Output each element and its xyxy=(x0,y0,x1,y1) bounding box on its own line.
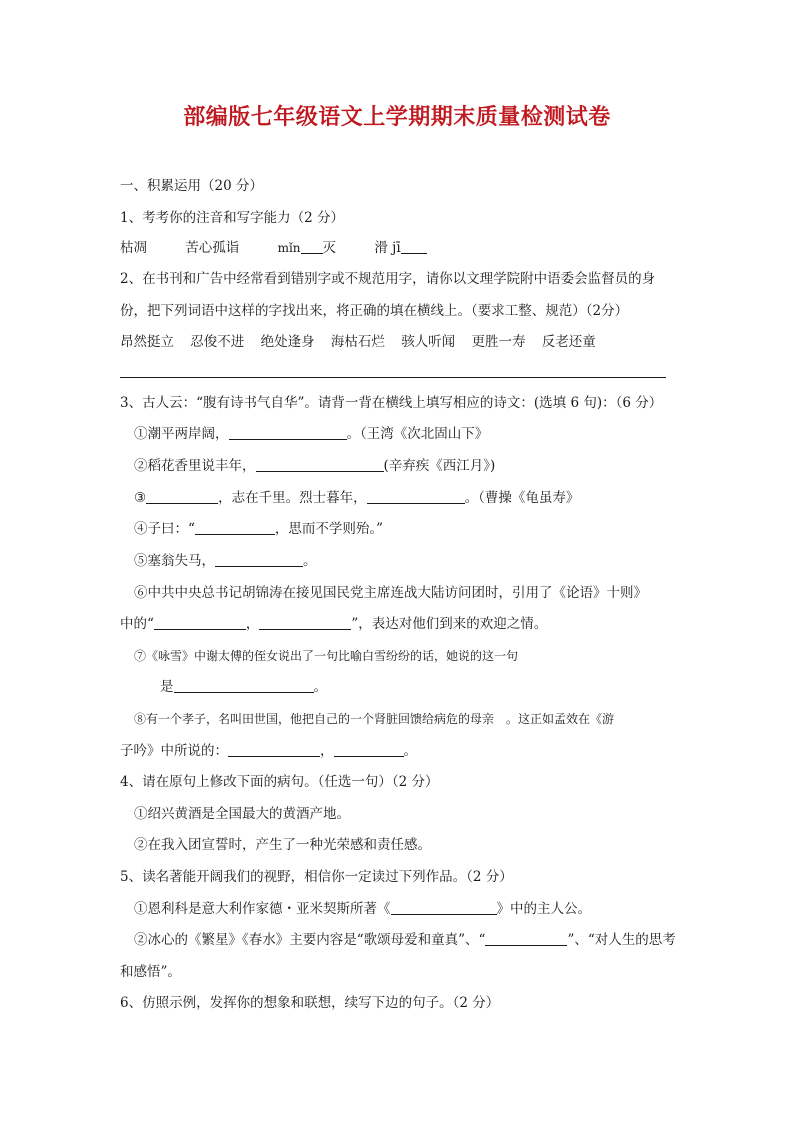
q3-text: ②稻花香里说丰年， xyxy=(134,458,256,474)
q3-sentence-6: ⑥中共中央总书记胡锦涛在接见国民党主席连战大陆访问团时，引用了《论语》十则》 xyxy=(134,585,647,601)
q3-text: 是 xyxy=(160,679,174,695)
question-4-heading: 4、请在原句上修改下面的病句。（任选一句）（2 分） xyxy=(120,774,439,790)
q3-sentence-7-cont xyxy=(160,678,327,696)
blank[interactable] xyxy=(215,552,303,567)
q3-text: ”，表达对他们到来的欢迎之情。 xyxy=(351,616,548,632)
blank[interactable] xyxy=(154,615,246,630)
q2-word: 骇人听闻 xyxy=(401,334,456,350)
q5-sentence-1 xyxy=(134,900,591,918)
q3-text: ， xyxy=(320,743,334,759)
blank[interactable] xyxy=(195,520,275,535)
blank[interactable] xyxy=(301,239,323,254)
q3-text: ，思而不学则殆。” xyxy=(274,521,384,537)
q2-word: 反老还童 xyxy=(541,334,596,350)
q1-item-3: mǐn xyxy=(277,241,301,255)
q2-word: 绝处逢身 xyxy=(260,334,315,350)
q3-sentence-4 xyxy=(134,520,383,538)
answer-line[interactable] xyxy=(120,377,666,378)
q3-sentence-8-cont xyxy=(120,742,417,760)
q3-text: 。 xyxy=(313,679,327,695)
blank[interactable] xyxy=(367,489,465,504)
blank[interactable] xyxy=(229,425,347,440)
section-heading: 一、积累运用（20 分） xyxy=(120,178,263,194)
question-5-heading: 5、读名著能开阔我们的视野，相信你一定读过下列作品。（2 分） xyxy=(120,869,513,885)
q3-text: ⑤塞翁失马， xyxy=(134,553,215,569)
q5-sentence-2-cont: 和感悟”。 xyxy=(120,964,181,980)
blank[interactable] xyxy=(228,742,320,757)
q2-word: 昂然挺立 xyxy=(120,334,174,350)
q4-sentence-2: ②在我入团宣誓时，产生了一种光荣感和责任感。 xyxy=(134,837,431,853)
q5-text: ”、“对人生的思考 xyxy=(567,932,676,948)
q3-sentence-8: ⑧有一个孝子，名叫田世国，他把自己的一个肾脏回馈给病危的母亲 。这正如孟效在《游 xyxy=(134,712,615,726)
q3-text: 。 xyxy=(403,743,417,759)
q3-text: 中的“ xyxy=(120,616,154,632)
q2-word: 海枯石烂 xyxy=(330,334,385,350)
q2-word: 忍俊不进 xyxy=(190,334,245,350)
q3-text: ④子曰：“ xyxy=(134,521,195,537)
q3-sentence-6-cont xyxy=(120,615,547,633)
blank[interactable] xyxy=(401,239,427,254)
q1-item-4: 灭 xyxy=(322,240,337,256)
question-1-heading: 1、考考你的注音和写字能力（2 分） xyxy=(120,210,344,226)
question-2-words xyxy=(120,333,596,351)
q3-sentence-7: ⑦《咏雪》中谢太傅的侄女说出了一句比喻白雪纷纷的话，她说的这一句 xyxy=(134,649,519,663)
q3-text: 。（曹操《龟虽寿》 xyxy=(464,490,580,506)
question-6-heading: 6、仿照示例，发挥你的想象和联想，续写下边的句子。（2 分） xyxy=(120,995,500,1011)
q2-word: 更胜一寿 xyxy=(471,334,526,350)
blank[interactable] xyxy=(256,457,384,472)
q3-sentence-5 xyxy=(134,552,317,570)
blank[interactable] xyxy=(334,742,404,757)
q3-text: ， xyxy=(245,616,260,632)
blank[interactable] xyxy=(174,678,314,693)
blank[interactable] xyxy=(485,931,567,946)
q5-text: ②冰心的《繁星》《春水》主要内容是“歌颂母爱和童真”、“ xyxy=(134,932,486,948)
question-1-items xyxy=(120,239,427,257)
q3-text: 。 xyxy=(303,553,317,569)
q3-text: ①潮平两岸阔， xyxy=(134,426,229,442)
q1-item-2: 苦心孤诣 xyxy=(185,240,240,256)
q1-item-5: 滑 jī xyxy=(374,240,401,256)
q3-text: 子吟》中所说的： xyxy=(120,743,228,759)
blank[interactable] xyxy=(259,615,351,630)
blank[interactable] xyxy=(391,900,497,915)
q5-text: ①恩利科是意大利作家德・亚米契斯所著《 xyxy=(134,901,391,917)
q4-sentence-1: ①绍兴黄酒是全国最大的黄酒产地。 xyxy=(134,806,350,822)
question-2-line-2: 份，把下列词语中这样的字找出来，将正确的填在横线上。（要求工整、规范）（2分） xyxy=(120,303,629,319)
q3-sentence-1 xyxy=(134,425,488,443)
q3-text: 。（王湾《次北固山下》 xyxy=(346,426,489,442)
q5-text: 》中的主人公。 xyxy=(496,901,591,917)
q3-text: ③ xyxy=(134,490,147,506)
q3-sentence-3 xyxy=(134,489,579,507)
q3-sentence-2 xyxy=(134,457,495,475)
q1-item-1: 枯凋 xyxy=(120,240,147,256)
q5-sentence-2 xyxy=(134,931,676,949)
question-3-heading: 3、古人云：“腹有诗书气自华”。请背一背在横线上填写相应的诗文：(选填 6 句)：（6 分） xyxy=(120,395,663,411)
question-2-line-1: 2、在书刊和广告中经常看到错别字或不规范用字，请你以文理学院附中语委会监督员的身 xyxy=(120,271,656,287)
q3-text: ，志在千里。烈士暮年， xyxy=(218,490,367,506)
blank[interactable] xyxy=(146,489,218,504)
q3-text: (辛弃疾《西江月》) xyxy=(383,458,496,474)
page-title: 部编版七年级语文上学期期末质量检测试卷 xyxy=(183,104,611,130)
